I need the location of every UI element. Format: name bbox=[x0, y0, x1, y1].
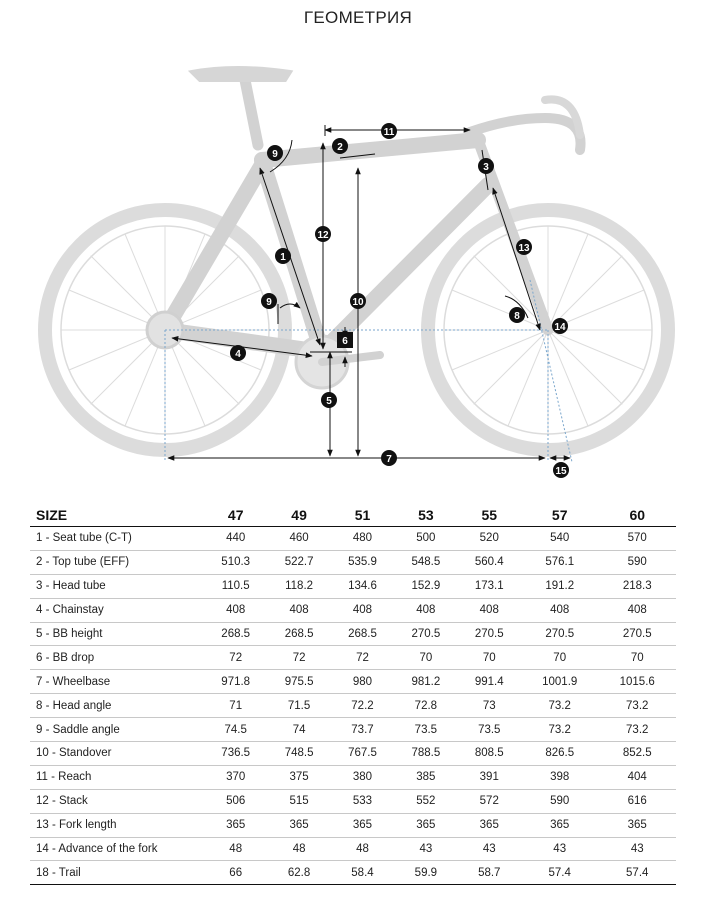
parameter-label: 11 - Reach bbox=[30, 765, 204, 789]
table-row bbox=[30, 861, 676, 885]
svg-text:12: 12 bbox=[317, 230, 329, 241]
marker-1 bbox=[275, 248, 291, 264]
table-header-row bbox=[30, 504, 676, 527]
table-cell: 981.2 bbox=[394, 670, 457, 694]
table-cell: 788.5 bbox=[394, 742, 457, 766]
table-cell: 73.2 bbox=[598, 718, 676, 742]
table-cell: 152.9 bbox=[394, 574, 457, 598]
table-cell: 736.5 bbox=[204, 742, 267, 766]
table-cell: 270.5 bbox=[394, 622, 457, 646]
marker-8 bbox=[509, 307, 525, 323]
table-cell: 58.7 bbox=[458, 861, 521, 885]
table-cell: 590 bbox=[598, 550, 676, 574]
table-cell: 980 bbox=[331, 670, 394, 694]
table-cell: 398 bbox=[521, 765, 599, 789]
table-cell: 533 bbox=[331, 789, 394, 813]
marker-14 bbox=[552, 318, 568, 334]
svg-text:7: 7 bbox=[386, 454, 392, 465]
table-cell: 365 bbox=[521, 813, 599, 837]
table-cell: 375 bbox=[267, 765, 330, 789]
table-cell: 43 bbox=[598, 837, 676, 861]
table-cell: 57.4 bbox=[598, 861, 676, 885]
parameter-label: 2 - Top tube (EFF) bbox=[30, 550, 204, 574]
parameter-label: 12 - Stack bbox=[30, 789, 204, 813]
svg-text:15: 15 bbox=[555, 466, 567, 477]
table-cell: 385 bbox=[394, 765, 457, 789]
table-cell: 268.5 bbox=[331, 622, 394, 646]
table-cell: 510.3 bbox=[204, 550, 267, 574]
table-row bbox=[30, 598, 676, 622]
svg-text:9: 9 bbox=[272, 149, 278, 160]
table-cell: 72.2 bbox=[331, 694, 394, 718]
table-cell: 520 bbox=[458, 527, 521, 551]
table-cell: 370 bbox=[204, 765, 267, 789]
table-cell: 73.7 bbox=[331, 718, 394, 742]
table-row bbox=[30, 550, 676, 574]
table-cell: 48 bbox=[204, 837, 267, 861]
size-column-header: 55 bbox=[458, 504, 521, 527]
table-row bbox=[30, 646, 676, 670]
table-cell: 548.5 bbox=[394, 550, 457, 574]
svg-text:9: 9 bbox=[266, 297, 272, 308]
marker-13 bbox=[516, 239, 532, 255]
marker-7 bbox=[381, 450, 397, 466]
table-cell: 590 bbox=[521, 789, 599, 813]
table-cell: 1015.6 bbox=[598, 670, 676, 694]
table-cell: 971.8 bbox=[204, 670, 267, 694]
table-cell: 572 bbox=[458, 789, 521, 813]
table-cell: 74 bbox=[267, 718, 330, 742]
table-cell: 43 bbox=[394, 837, 457, 861]
table-cell: 73.2 bbox=[598, 694, 676, 718]
table-cell: 408 bbox=[394, 598, 457, 622]
table-cell: 365 bbox=[204, 813, 267, 837]
table-row bbox=[30, 718, 676, 742]
table-cell: 616 bbox=[598, 789, 676, 813]
table-cell: 270.5 bbox=[598, 622, 676, 646]
table-cell: 118.2 bbox=[267, 574, 330, 598]
table-row bbox=[30, 670, 676, 694]
table-cell: 826.5 bbox=[521, 742, 599, 766]
svg-text:6: 6 bbox=[342, 336, 348, 347]
parameter-label: 6 - BB drop bbox=[30, 646, 204, 670]
table-cell: 365 bbox=[458, 813, 521, 837]
bike-silhouette bbox=[45, 68, 668, 450]
table-cell: 72 bbox=[267, 646, 330, 670]
marker-12 bbox=[315, 226, 331, 242]
table-cell: 72 bbox=[331, 646, 394, 670]
marker-6 bbox=[337, 332, 353, 348]
table-cell: 70 bbox=[598, 646, 676, 670]
table-cell: 440 bbox=[204, 527, 267, 551]
svg-text:10: 10 bbox=[352, 297, 364, 308]
table-cell: 365 bbox=[331, 813, 394, 837]
table-cell: 71 bbox=[204, 694, 267, 718]
marker-2 bbox=[332, 138, 348, 154]
table-cell: 70 bbox=[458, 646, 521, 670]
table-row bbox=[30, 742, 676, 766]
table-row bbox=[30, 622, 676, 646]
marker-9 bbox=[261, 293, 277, 309]
size-column-header: 57 bbox=[521, 504, 599, 527]
table-cell: 62.8 bbox=[267, 861, 330, 885]
table-cell: 365 bbox=[394, 813, 457, 837]
table-cell: 404 bbox=[598, 765, 676, 789]
table-cell: 808.5 bbox=[458, 742, 521, 766]
marker-15 bbox=[553, 462, 569, 478]
table-cell: 70 bbox=[521, 646, 599, 670]
table-cell: 218.3 bbox=[598, 574, 676, 598]
table-cell: 365 bbox=[598, 813, 676, 837]
table-cell: 72.8 bbox=[394, 694, 457, 718]
table-cell: 58.4 bbox=[331, 861, 394, 885]
marker-4 bbox=[230, 345, 246, 361]
parameter-label: 1 - Seat tube (C-T) bbox=[30, 527, 204, 551]
table-cell: 268.5 bbox=[267, 622, 330, 646]
svg-text:8: 8 bbox=[514, 311, 520, 322]
table-row bbox=[30, 694, 676, 718]
marker-5 bbox=[321, 392, 337, 408]
svg-text:2: 2 bbox=[337, 142, 343, 153]
geometry-table bbox=[30, 504, 676, 885]
table-cell: 173.1 bbox=[458, 574, 521, 598]
table-cell: 408 bbox=[521, 598, 599, 622]
table-cell: 57.4 bbox=[521, 861, 599, 885]
table-cell: 408 bbox=[267, 598, 330, 622]
size-column-header: 60 bbox=[598, 504, 676, 527]
table-cell: 408 bbox=[598, 598, 676, 622]
table-cell: 380 bbox=[331, 765, 394, 789]
bike-geometry-diagram bbox=[0, 40, 716, 480]
table-cell: 975.5 bbox=[267, 670, 330, 694]
svg-text:1: 1 bbox=[280, 252, 286, 263]
table-cell: 73.5 bbox=[458, 718, 521, 742]
svg-text:11: 11 bbox=[383, 127, 395, 138]
svg-text:3: 3 bbox=[483, 162, 489, 173]
table-cell: 1001.9 bbox=[521, 670, 599, 694]
svg-text:13: 13 bbox=[518, 243, 530, 254]
size-column-header: 49 bbox=[267, 504, 330, 527]
table-row bbox=[30, 574, 676, 598]
table-cell: 43 bbox=[458, 837, 521, 861]
table-cell: 73.5 bbox=[394, 718, 457, 742]
table-cell: 560.4 bbox=[458, 550, 521, 574]
marker-10 bbox=[350, 293, 366, 309]
table-cell: 365 bbox=[267, 813, 330, 837]
table-cell: 73.2 bbox=[521, 694, 599, 718]
marker-9-top bbox=[267, 145, 283, 161]
table-cell: 480 bbox=[331, 527, 394, 551]
page-title: ГЕОМЕТРИЯ bbox=[303, 8, 413, 27]
parameter-label: 13 - Fork length bbox=[30, 813, 204, 837]
table-cell: 70 bbox=[394, 646, 457, 670]
table-cell: 506 bbox=[204, 789, 267, 813]
table-cell: 767.5 bbox=[331, 742, 394, 766]
table-cell: 991.4 bbox=[458, 670, 521, 694]
table-cell: 191.2 bbox=[521, 574, 599, 598]
table-cell: 408 bbox=[458, 598, 521, 622]
table-cell: 72 bbox=[204, 646, 267, 670]
table-cell: 408 bbox=[331, 598, 394, 622]
table-cell: 460 bbox=[267, 527, 330, 551]
table-cell: 73.2 bbox=[521, 718, 599, 742]
table-cell: 73 bbox=[458, 694, 521, 718]
table-cell: 71.5 bbox=[267, 694, 330, 718]
parameter-label: 3 - Head tube bbox=[30, 574, 204, 598]
table-cell: 576.1 bbox=[521, 550, 599, 574]
table-cell: 110.5 bbox=[204, 574, 267, 598]
parameter-label: 4 - Chainstay bbox=[30, 598, 204, 622]
table-cell: 852.5 bbox=[598, 742, 676, 766]
table-cell: 535.9 bbox=[331, 550, 394, 574]
table-cell: 540 bbox=[521, 527, 599, 551]
svg-text:5: 5 bbox=[326, 396, 332, 407]
size-column-header: 47 bbox=[204, 504, 267, 527]
size-column-header: 51 bbox=[331, 504, 394, 527]
table-body bbox=[30, 527, 676, 885]
table-cell: 48 bbox=[267, 837, 330, 861]
table-cell: 552 bbox=[394, 789, 457, 813]
table-row bbox=[30, 527, 676, 551]
table-cell: 522.7 bbox=[267, 550, 330, 574]
table-cell: 48 bbox=[331, 837, 394, 861]
table-cell: 570 bbox=[598, 527, 676, 551]
table-cell: 66 bbox=[204, 861, 267, 885]
table-cell: 748.5 bbox=[267, 742, 330, 766]
table-row bbox=[30, 813, 676, 837]
parameter-label: 10 - Standover bbox=[30, 742, 204, 766]
parameter-label: 5 - BB height bbox=[30, 622, 204, 646]
marker-3 bbox=[478, 158, 494, 174]
table-cell: 500 bbox=[394, 527, 457, 551]
parameter-label: 7 - Wheelbase bbox=[30, 670, 204, 694]
table-cell: 270.5 bbox=[521, 622, 599, 646]
table-row bbox=[30, 765, 676, 789]
parameter-label: 9 - Saddle angle bbox=[30, 718, 204, 742]
table-cell: 408 bbox=[204, 598, 267, 622]
table-cell: 43 bbox=[521, 837, 599, 861]
table-row bbox=[30, 789, 676, 813]
table-cell: 270.5 bbox=[458, 622, 521, 646]
table-cell: 74.5 bbox=[204, 718, 267, 742]
marker-11 bbox=[381, 123, 397, 139]
table-row bbox=[30, 837, 676, 861]
svg-text:14: 14 bbox=[554, 322, 566, 333]
svg-text:4: 4 bbox=[235, 349, 241, 360]
table-cell: 515 bbox=[267, 789, 330, 813]
parameter-label: 14 - Advance of the fork bbox=[30, 837, 204, 861]
size-column-header: 53 bbox=[394, 504, 457, 527]
parameter-label: 8 - Head angle bbox=[30, 694, 204, 718]
table-cell: 268.5 bbox=[204, 622, 267, 646]
size-header: SIZE bbox=[30, 504, 204, 527]
parameter-label: 18 - Trail bbox=[30, 861, 204, 885]
table-cell: 134.6 bbox=[331, 574, 394, 598]
table-cell: 391 bbox=[458, 765, 521, 789]
table-cell: 59.9 bbox=[394, 861, 457, 885]
